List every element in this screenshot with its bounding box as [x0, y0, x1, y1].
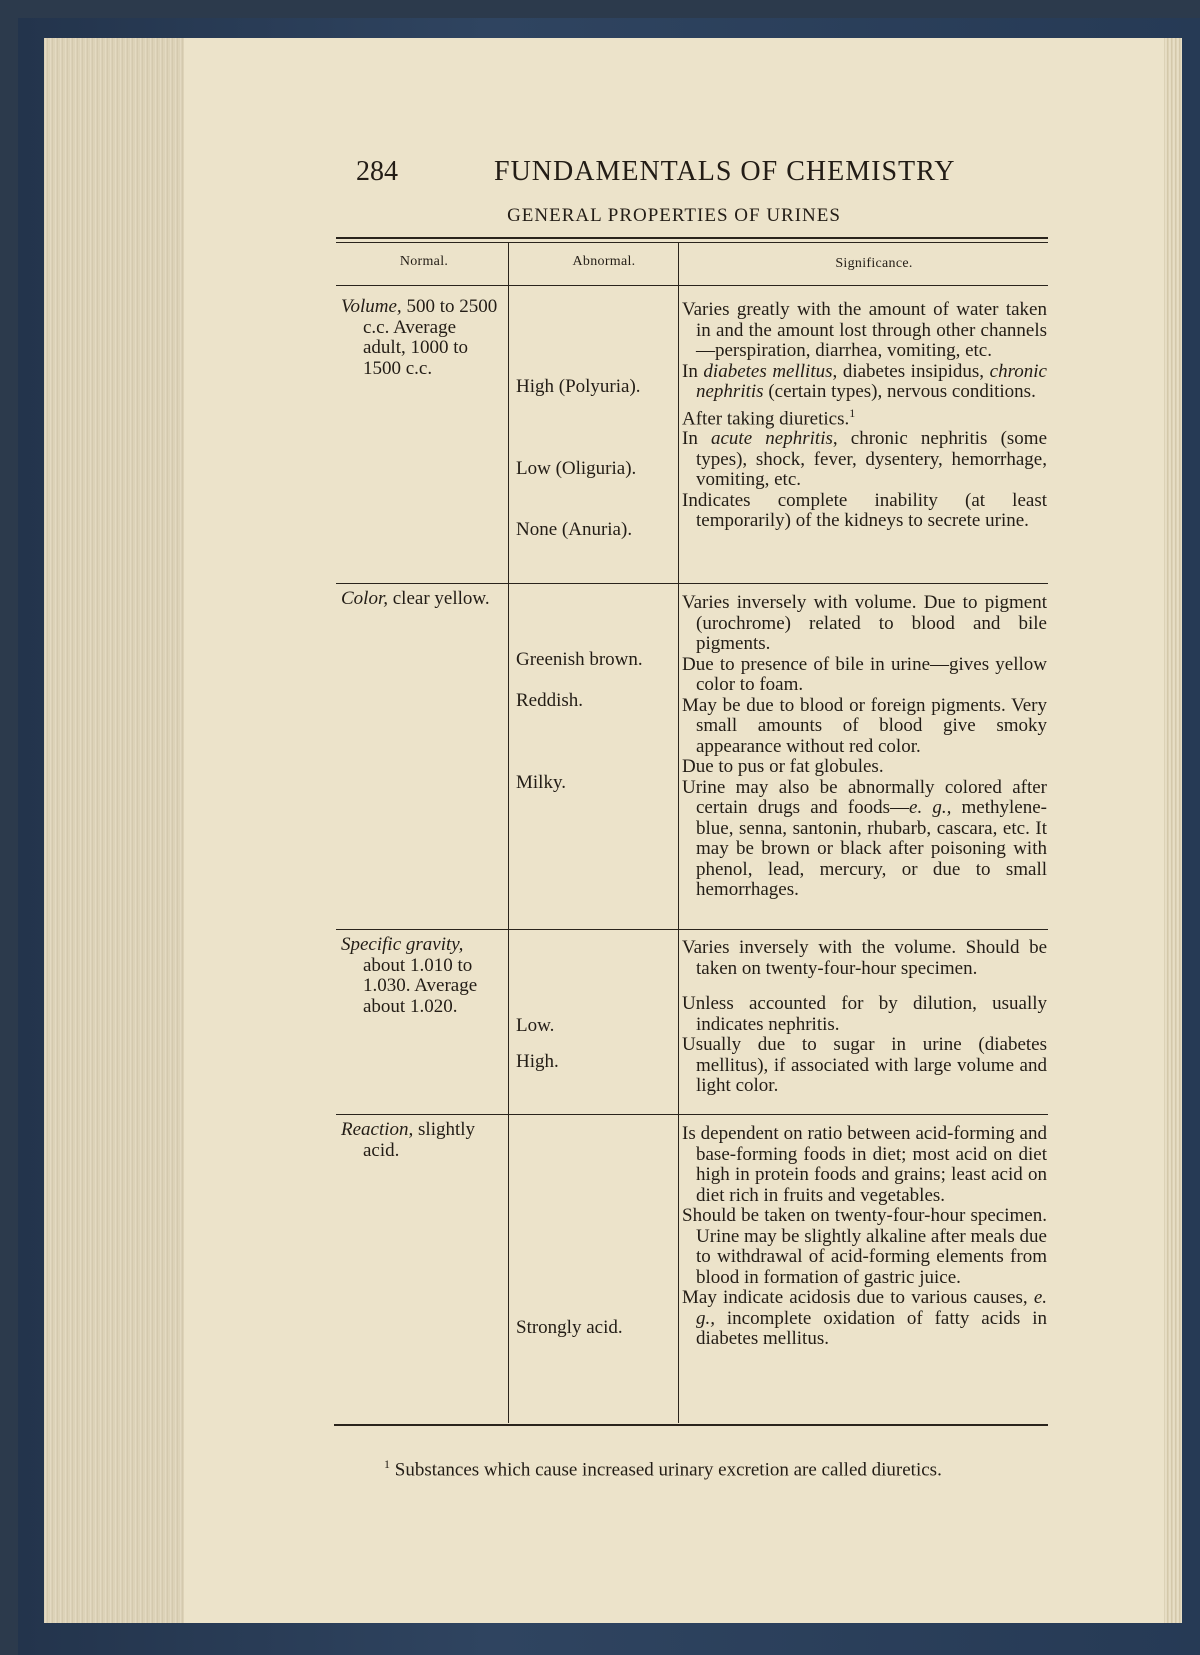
header-rule: [336, 285, 1048, 286]
normal-reaction-text: slightly acid.: [363, 1119, 476, 1161]
sig-gravity-1: Varies inversely with the volume. Should be taken on twenty-four-hour specimen.: [682, 937, 1047, 979]
col-header-normal: Normal.: [399, 254, 449, 269]
abnormal-gravity-low-text: Low.: [516, 1015, 555, 1036]
normal-color: [341, 589, 503, 610]
abnormal-strongly-acid-text: Strongly acid.: [516, 1317, 623, 1338]
term-volume: Volume,: [341, 296, 402, 317]
abnormal-strongly-acid: [516, 1318, 676, 1339]
abnormal-high: [516, 377, 676, 398]
sig-color-3: May be due to blood or foreign pigments. Very small amounts of blood give smoky appearance without red color.: [682, 694, 1047, 757]
sig-gravity-3: Usually due to sugar in urine (diabetes mellitus), if associated with large volume and light color.: [682, 1034, 1047, 1096]
significance-volume: [682, 300, 1047, 532]
section-rule-gravity: [336, 1114, 1048, 1115]
abnormal-gravity-high-text: High.: [516, 1051, 559, 1072]
sig-reaction-3: May indicate acidosis due to various causes, e. g., incomplete oxidation of fatty acids in diabetes mellitus.: [682, 1287, 1047, 1349]
page-edges-right: [1164, 38, 1182, 1623]
significance-gravity: [682, 938, 1047, 1097]
term-reaction: Reaction,: [341, 1119, 414, 1140]
page-number: 284: [356, 156, 398, 187]
section-rule-color: [336, 929, 1048, 930]
page-edges-left: [44, 38, 184, 1623]
significance-reaction: [682, 1124, 1047, 1350]
sig-color-4: Due to pus or fat globules.: [682, 756, 884, 777]
sig-gravity-2: Unless accounted for by dilution, usually indicates nephritis.: [682, 993, 1047, 1035]
normal-volume: [341, 297, 503, 379]
sig-reaction-1: Is dependent on ratio between acid-forming and base-forming foods in diet; most acid on diet high in protein foods and grains; least acid on diet rich in fruits and vegetables.: [682, 1123, 1047, 1206]
sig-volume-4: In acute nephritis, chronic nephritis (some types), shock, fever, dysentery, hemorrhage, vomiting, etc.: [682, 428, 1048, 491]
abnormal-high-text: High (Polyuria).: [516, 376, 641, 397]
sig-color-2: Due to presence of bile in urine—gives yellow color to foam.: [682, 653, 1047, 695]
col-rule-1: [508, 243, 509, 1423]
normal-volume-text: 500 to 2500 c.c. Average adult, 1000 to 1500 c.c.: [363, 296, 498, 379]
term-gravity: Specific gravity,: [341, 934, 464, 955]
abnormal-none: [516, 520, 676, 541]
footnote-marker: 1: [384, 1457, 390, 1471]
table-top-rule-thin: [336, 242, 1048, 243]
footnote-ref: 1: [849, 405, 856, 420]
table-top-rule: [336, 237, 1048, 239]
abnormal-greenish-text: Greenish brown.: [516, 649, 643, 670]
significance-color: [682, 593, 1047, 901]
sig-volume-1: Varies greatly with the amount of water taken in and the amount lost through other channels—perspiration, diarrhea, vomiting, etc.: [682, 299, 1047, 361]
sig-volume-2: In diabetes mellitus, diabetes insipidus, chronic nephritis (certain types), nervous conditions.: [682, 360, 1047, 402]
sig-reaction-2: Should be taken on twenty-four-hour specimen. Urine may be slightly alkaline after meals due to withdrawal of acid-forming elements from blood in formation of gastric juice.: [682, 1205, 1047, 1288]
term-color: Color,: [341, 588, 388, 609]
section-rule-volume: [336, 583, 1048, 584]
abnormal-low-text: Low (Oliguria).: [516, 458, 637, 479]
sig-color-5: Urine may also be abnormally colored after certain drugs and foods—e. g., methylene-blue, senna, santonin, rhubarb, cascara, etc. It may be brown or black after poisoning with phenol, lead, mercury, or due to small hemorrhages.: [682, 776, 1047, 900]
normal-color-text: clear yellow.: [388, 588, 490, 609]
abnormal-gravity-low: [516, 1016, 676, 1037]
abnormal-milky-text: Milky.: [516, 772, 566, 793]
sig-volume-5: Indicates complete inability (at least temporarily) of the kidneys to secrete urine.: [682, 489, 1047, 532]
col-header-abnormal: Abnormal.: [572, 254, 636, 269]
abnormal-none-text: None (Anuria).: [516, 519, 633, 540]
sig-color-1: Varies inversely with volume. Due to pigment (urochrome) related to blood and bile pigments.: [682, 592, 1047, 654]
abnormal-reddish-text: Reddish.: [516, 690, 584, 711]
table-title: GENERAL PROPERTIES OF URINES: [507, 205, 841, 226]
normal-reaction: [341, 1120, 503, 1161]
abnormal-gravity-high: [516, 1052, 676, 1073]
col-header-significance: Significance.: [835, 256, 913, 271]
abnormal-low: [516, 459, 676, 480]
col-rule-2: [678, 243, 679, 1423]
footnote-text: Substances which cause increased urinary excretion are called diuretics.: [394, 1459, 942, 1481]
normal-gravity: [341, 935, 503, 1017]
abnormal-greenish: [516, 650, 676, 671]
sig-volume-3: After taking diuretics.$^1$: [682, 405, 856, 429]
running-title: FUNDAMENTALS OF CHEMISTRY: [494, 156, 956, 187]
book-page: [184, 38, 1164, 1623]
abnormal-milky: [516, 773, 676, 794]
normal-gravity-text: about 1.010 to 1.030. Average about 1.020.: [363, 954, 478, 1017]
abnormal-reddish: [516, 691, 676, 712]
footnote: [384, 1457, 942, 1481]
table-bottom-rule: [334, 1424, 1048, 1426]
